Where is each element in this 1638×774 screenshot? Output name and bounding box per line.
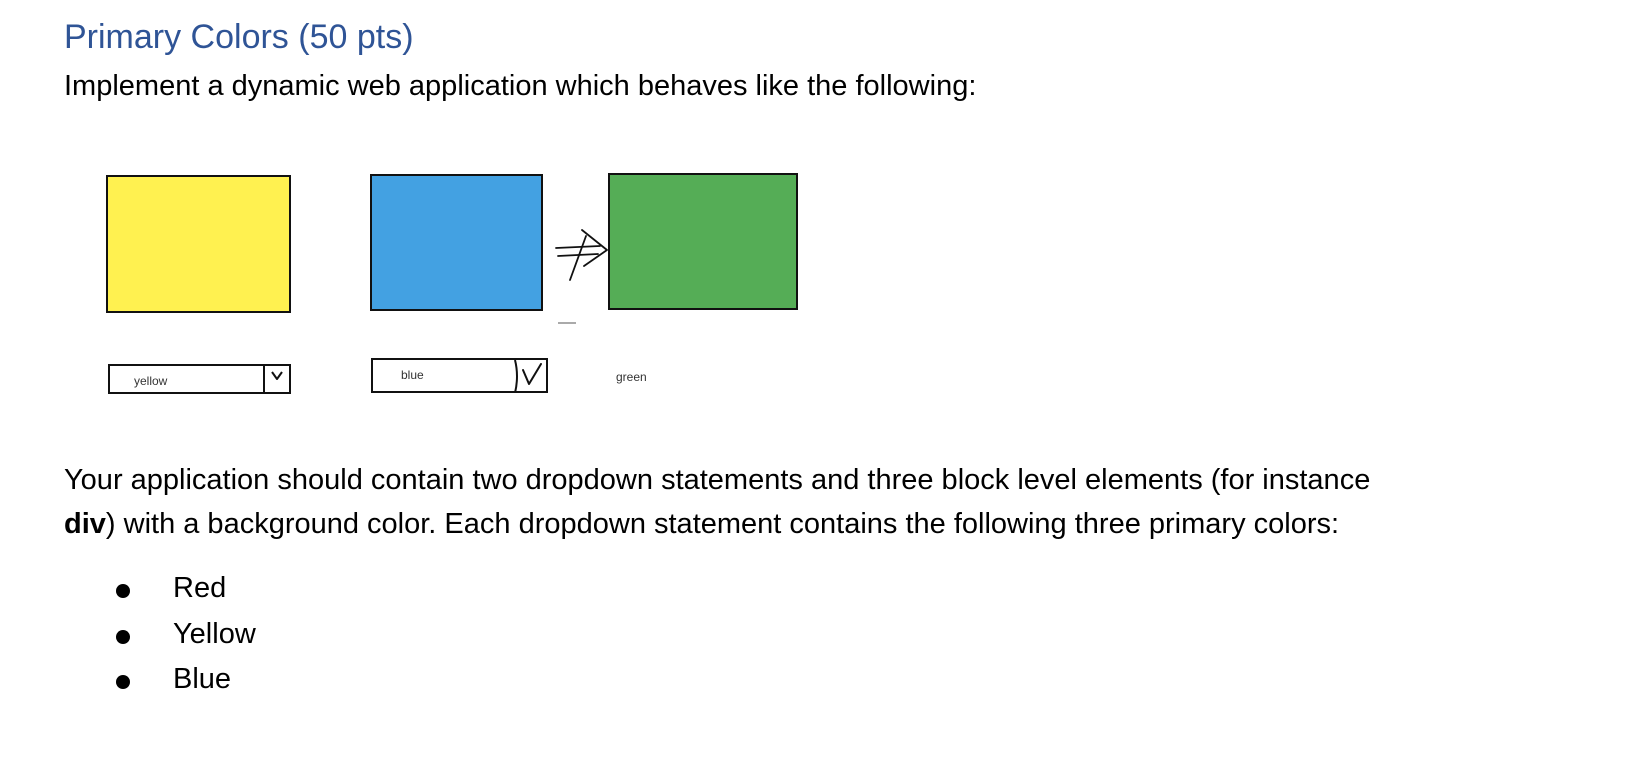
dropdown-value: blue: [401, 368, 424, 382]
instructions-paragraph: [64, 458, 1584, 546]
dropdown-value: yellow: [134, 374, 168, 388]
code-term: div: [64, 508, 106, 540]
yellow-color-box: [106, 175, 291, 313]
chevron-down-icon: [263, 364, 291, 394]
paragraph-line-1: Your application should contain two dropdown statements and three block level elements (for instance: [64, 464, 1371, 496]
stray-mark: [556, 320, 578, 326]
list-item-label: Blue: [173, 663, 232, 695]
result-label: green: [616, 370, 647, 384]
arrow-icon: [552, 222, 612, 284]
yellow-dropdown: [108, 364, 291, 394]
blue-dropdown: [371, 358, 548, 393]
bullet-icon: [116, 675, 130, 689]
bullet-icon: [116, 584, 130, 598]
page-title: Primary Colors (50 pts): [64, 18, 414, 56]
intro-text: Implement a dynamic web application which behaves like the following:: [64, 70, 977, 102]
paragraph-line-2: [64, 502, 1584, 546]
blue-color-box: [370, 174, 543, 311]
paragraph-line-2-rest: ) with a background color. Each dropdown statement contains the following three primary colors:: [105, 508, 1340, 540]
list-item-label: Yellow: [173, 618, 256, 650]
green-color-box: [608, 173, 798, 310]
bullet-icon: [116, 630, 130, 644]
check-icon: [514, 358, 548, 393]
list-item-label: Red: [173, 572, 227, 604]
